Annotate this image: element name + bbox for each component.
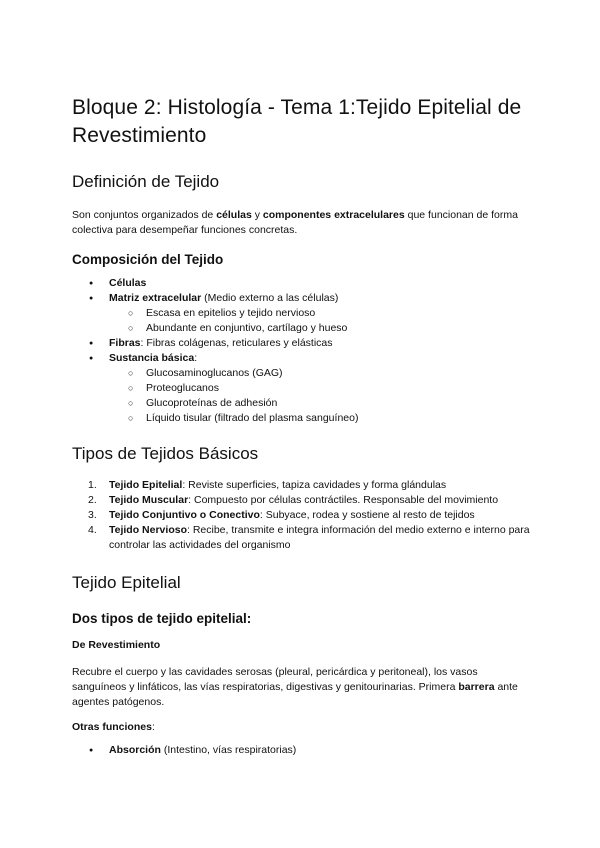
list-item [72,523,532,553]
list-item [72,351,532,366]
text: : Compuesto por células contráctiles. Responsable del movimiento [188,494,499,506]
bold-text: Fibras [109,337,141,349]
bold-text: Sustancia básica [109,352,195,364]
text: : Fibras colágenas, reticulares y elásticas [140,337,333,349]
bold-text: Células [109,277,147,289]
list-item [72,478,532,493]
bold-text: Tejido Conjuntivo o Conectivo [109,509,260,521]
tipos-list [72,478,532,553]
text: que funcionan de forma colectiva para desempeñar funciones concretas. [72,209,518,236]
list-item [72,291,532,306]
text: ante agentes patógenos. [72,681,518,708]
bold-text: células [216,209,252,221]
heading-tipos: Tipos de Tejidos Básicos [72,444,259,463]
sub-list-item: ○ Abundante en conjuntivo, cartílago y hueso [72,321,532,336]
heading-revestimiento: De Revestimiento [72,639,161,651]
list-item [72,336,532,351]
otras-funciones-label [72,720,532,735]
text: : [151,721,155,733]
text: : Reviste superficies, tapiza cavidades y forma glándulas [182,479,447,491]
text: Recubre el cuerpo y las cavidades serosas (pleural, pericárdica y peritoneal), los vasos sanguíneos y linfáticos, las vías respiratorias, digestivas y genitourinarias. Primera [72,666,478,693]
text: Son conjuntos organizados de [72,209,217,221]
bold-text: Tejido Epitelial [109,479,183,491]
definicion-paragraph [72,208,532,238]
list-item [72,276,532,291]
text: y [251,209,263,221]
heading-definicion: Definición de Tejido [72,172,220,191]
list-item [72,493,532,508]
bold-text: Tejido Muscular [109,494,189,506]
bold-text: Absorción [109,744,161,756]
sub-list-item: ○ Escasa en epitelios y tejido nervioso [72,306,532,321]
text: (Intestino, vías respiratorias) [160,744,297,756]
sub-list-item: ○ Glucoproteínas de adhesión [72,396,532,411]
revestimiento-paragraph [72,665,532,710]
sub-list-item: ○ Proteoglucanos [72,381,532,396]
sub-list-item: ○ Líquido tisular (filtrado del plasma sanguíneo) [72,411,532,426]
list-item [72,743,532,758]
text: (Medio externo a las células) [201,292,339,304]
composicion-list [72,276,532,426]
bold-text: barrera [458,681,495,693]
subheading-dos-tipos: Dos tipos de tejido epitelial: [72,611,252,626]
funciones-list [72,743,532,758]
document-title: Bloque 2: Histología - Tema 1:Tejido Epitelial de Revestimiento [72,96,522,147]
heading-composicion: Composición del Tejido [72,252,224,267]
bold-text: componentes extracelulares [262,209,405,221]
heading-epitelial: Tejido Epitelial [72,573,181,592]
text: : [194,352,198,364]
sub-list-item: ○ Glucosaminoglucanos (GAG) [72,366,532,381]
bold-text: Otras funciones [72,721,152,733]
document-page [72,94,532,758]
list-item [72,508,532,523]
text: : Subyace, rodea y sostiene al resto de tejidos [259,509,475,521]
text: : Recibe, transmite e integra información del medio externo e interno para controlar las actividades del organismo [109,524,530,551]
bold-text: Matriz extracelular [109,292,202,304]
bold-text: Tejido Nervioso [109,524,187,536]
